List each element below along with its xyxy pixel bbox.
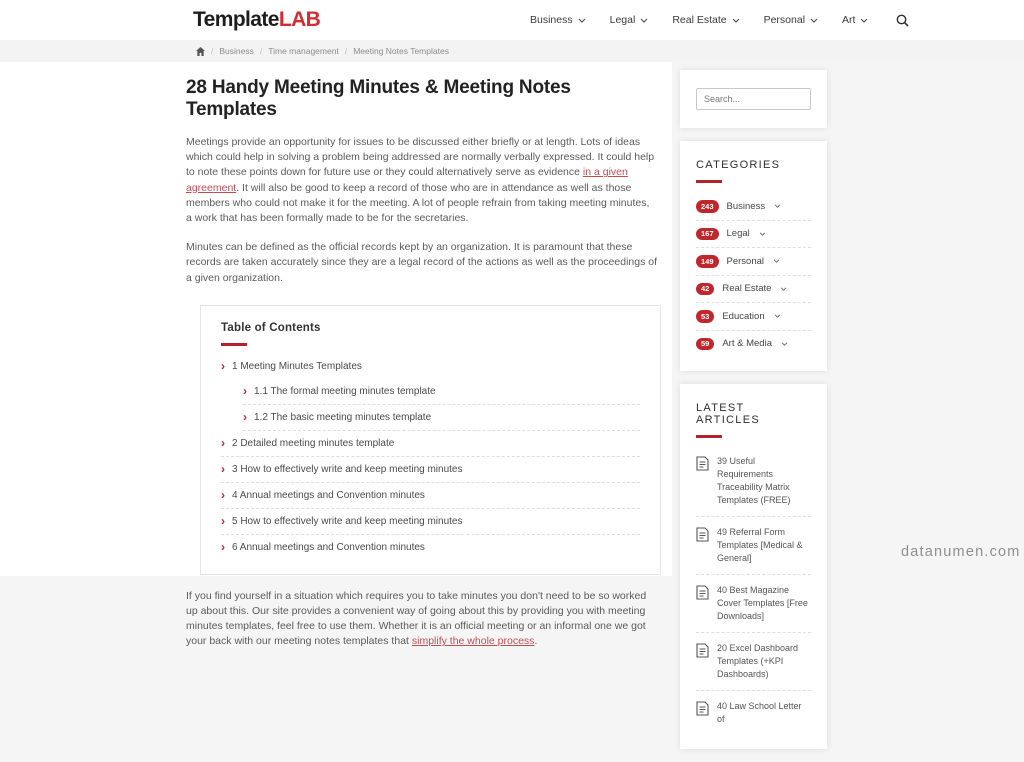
toc-item-label: 4 Annual meetings and Convention minutes: [232, 489, 425, 501]
document-icon: [696, 701, 709, 716]
chevron-down-icon: [773, 259, 780, 263]
breadcrumb-item-time-management[interactable]: Time management: [268, 46, 339, 56]
count-badge: 42: [696, 283, 714, 296]
category-item-legal[interactable]: [696, 221, 811, 249]
toc-item-label: 1 Meeting Minutes Templates: [232, 360, 362, 372]
chevron-down-icon: [578, 18, 586, 23]
breadcrumb-separator: /: [211, 46, 214, 56]
logo-text-red: LAB: [278, 8, 321, 31]
category-label: Real Estate: [722, 283, 772, 295]
inline-link-process[interactable]: simplify the whole process: [411, 635, 535, 648]
chevron-right-icon: ›: [243, 410, 247, 425]
count-badge: 167: [696, 228, 719, 241]
latest-articles-accent-bar: [696, 435, 722, 438]
document-icon: [696, 456, 709, 471]
toc-item-1-2[interactable]: [243, 405, 640, 431]
category-item-personal[interactable]: [696, 248, 811, 276]
toc-accent-bar: [221, 343, 247, 346]
toc-item-3[interactable]: [221, 457, 640, 483]
toc-item-label: 1.1 The formal meeting minutes template: [254, 385, 436, 397]
inline-link-agreement[interactable]: in a given agreement: [186, 166, 628, 194]
article-link-4[interactable]: [696, 633, 811, 691]
chevron-down-icon: [810, 18, 818, 23]
chevron-down-icon: [640, 18, 648, 23]
logo-text-black: Template: [193, 8, 279, 31]
nav-label: Art: [842, 14, 856, 26]
toc-item-1[interactable]: [221, 354, 640, 379]
watermark: datanumen.com: [901, 544, 1021, 560]
count-badge: 53: [696, 310, 714, 323]
toc-item-6[interactable]: [221, 535, 640, 560]
paragraph-text: Meetings provide an opportunity for issues to be discussed either briefly or at length. Lots of ideas which could help in solving a problem being addressed are normally verbally expressed. It could help to note these points down for future use or they could alternatively serve as evidence: [186, 136, 655, 179]
nav-label: Real Estate: [672, 14, 727, 26]
table-of-contents: [200, 305, 661, 575]
toc-title: Table of Contents: [221, 321, 321, 334]
page-title: 28 Handy Meeting Minutes & Meeting Notes Templates: [186, 77, 571, 120]
article-title: 20 Excel Dashboard Templates (+KPI Dashboards): [717, 643, 799, 679]
article-title: 40 Best Magazine Cover Templates [Free Downloads]: [717, 585, 808, 621]
document-icon: [696, 527, 709, 542]
toc-item-label: 1.2 The basic meeting minutes template: [254, 411, 432, 423]
category-label: Business: [726, 200, 766, 212]
paragraph-text: .: [534, 635, 538, 648]
category-label: Art & Media: [722, 338, 772, 350]
chevron-right-icon: ›: [243, 384, 247, 399]
categories-accent-bar: [696, 180, 722, 183]
category-item-art-media[interactable]: [696, 331, 811, 358]
nav-label: Legal: [609, 14, 636, 26]
chevron-right-icon: ›: [221, 540, 225, 555]
categories-heading: CATEGORIES: [696, 159, 781, 171]
nav-item-art[interactable]: [842, 14, 868, 26]
intro-paragraph-2: Minutes can be defined as the official records kept by an organization. It is paramount that these records are taken accurately since they are a legal record of the actions as well as the proceedings of a given organization.: [186, 241, 658, 284]
paragraph-text: . It will also be good to keep a record of those who are in attendance as well as those members who could not make it for the meeting. A lot of people refrain from taking meeting minutes, a work that has been formally made to be for the secretaries.: [186, 181, 650, 225]
nav-item-legal[interactable]: [610, 14, 649, 26]
category-label: Personal: [726, 255, 765, 267]
category-label: Education: [722, 310, 765, 322]
toc-item-1-1[interactable]: [243, 379, 640, 405]
toc-list: [221, 354, 640, 560]
chevron-down-icon: [780, 287, 787, 291]
category-item-education[interactable]: [696, 303, 811, 331]
chevron-right-icon: ›: [221, 436, 225, 451]
intro-paragraph-1: [186, 135, 658, 226]
toc-item-label: 5 How to effectively write and keep meeting minutes: [232, 515, 463, 527]
category-label: Legal: [726, 228, 750, 240]
chevron-down-icon: [774, 314, 781, 318]
document-icon: [696, 643, 709, 658]
latest-articles-list: [696, 446, 811, 735]
article-link-2[interactable]: [696, 517, 811, 575]
toc-item-label: 3 How to effectively write and keep meeting minutes: [232, 463, 463, 475]
category-item-business[interactable]: [696, 193, 811, 221]
categories-list: [696, 193, 811, 357]
chevron-right-icon: ›: [221, 514, 225, 529]
nav-label: Personal: [763, 14, 806, 26]
latest-articles-widget: [680, 384, 827, 749]
toc-item-2[interactable]: [221, 431, 640, 457]
article-link-3[interactable]: [696, 575, 811, 633]
chevron-down-icon: [732, 18, 740, 23]
article-title: 40 Law School Letter of: [717, 701, 802, 724]
chevron-down-icon: [774, 204, 781, 208]
nav-item-real-estate[interactable]: [672, 14, 739, 26]
document-icon: [696, 585, 709, 600]
chevron-right-icon: ›: [221, 488, 225, 503]
breadcrumb-item-business[interactable]: Business: [219, 46, 254, 56]
chevron-right-icon: ›: [221, 462, 225, 477]
chevron-right-icon: ›: [221, 359, 225, 374]
site-header: [0, 0, 1024, 40]
paragraph-text: If you find yourself in a situation which requires you to take minutes you don't need to be so worked up about this. Our site provides a convenient way of going about this by providing you with meeting minutes templates, feel free to use them. Whether it is an official meeting or an informal one we got your back with our meeting notes templates that: [186, 589, 647, 648]
article-title: 49 Referral Form Templates [Medical & General]: [717, 527, 803, 563]
chevron-down-icon: [860, 18, 868, 23]
main-nav: [530, 0, 909, 40]
article-content: [0, 62, 672, 648]
toc-item-label: 6 Annual meetings and Convention minutes: [232, 541, 425, 553]
nav-item-personal[interactable]: [764, 14, 818, 26]
count-badge: 243: [696, 200, 719, 213]
search-icon[interactable]: [896, 14, 909, 27]
article-link-1[interactable]: [696, 446, 811, 517]
closing-paragraph: [186, 589, 658, 650]
article-link-5[interactable]: [696, 691, 811, 735]
chevron-down-icon: [759, 232, 766, 236]
article-title: 39 Useful Requirements Traceability Matrix Templates (FREE): [717, 456, 791, 505]
breadcrumb-separator: /: [259, 46, 263, 56]
search-widget: [680, 70, 827, 128]
toc-item-5[interactable]: [221, 509, 640, 535]
sidebar: [680, 70, 827, 762]
toc-item-4[interactable]: [221, 483, 640, 509]
breadcrumb-item-current: Meeting Notes Templates: [353, 46, 449, 56]
home-icon[interactable]: [196, 47, 205, 56]
latest-articles-heading: LATEST ARTICLES: [696, 402, 760, 426]
category-item-real-estate[interactable]: [696, 276, 811, 304]
site-logo[interactable]: [193, 8, 320, 32]
breadcrumb-separator: /: [344, 46, 348, 56]
count-badge: 149: [696, 255, 719, 268]
count-badge: 59: [696, 338, 714, 351]
categories-widget: [680, 141, 827, 371]
search-input[interactable]: [696, 88, 811, 110]
toc-item-label: 2 Detailed meeting minutes template: [232, 437, 395, 449]
breadcrumb: [0, 40, 1024, 62]
nav-label: Business: [530, 14, 573, 26]
nav-item-business[interactable]: [530, 14, 586, 26]
chevron-down-icon: [781, 342, 788, 346]
